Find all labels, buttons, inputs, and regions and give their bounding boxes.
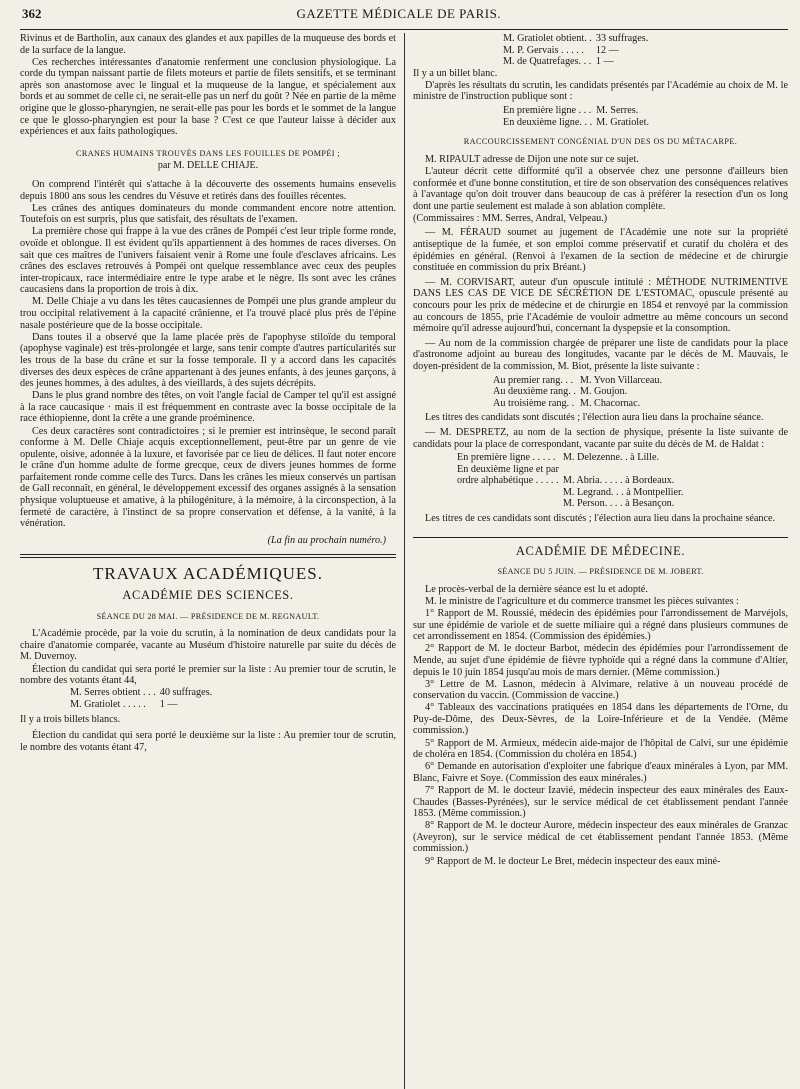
paragraph: M. le ministre de l'agriculture et du commerce transmet les pièces suivantes : [425,595,739,607]
list-row [457,452,687,464]
list-row [493,386,666,398]
paragraph: M. RIPAULT adresse de Dijon une note sur ce sujet. [425,153,639,165]
paragraph: Dans toutes il a observé que la lame placée près de l'apophyse stiloïde du temporal (apophyse vaginale) est très-prolongée et large, sans tenir compte d'autres particularités sur les trous de la base du crâne et sur la fosse temporale. Il y a accord dans les capacités diverses des deux espèces de crâne appartenant à des jeunes enfants, à des jeunes garçons, à des jeunes hommes, à des adultes, à des vieillards, à des sujets décrépits. [20,331,396,390]
paragraph: D'après les résultats du scrutin, les candidats présentés par l'Académie au choix de M. le ministre de l'instruction publique sont : [413,79,788,103]
paragraph: Les crânes des antiques dominateurs du monde commandent encore notre attention. Toutefois on est surpris, plus que satisfait, des résultats de l'examen. [20,202,396,226]
journal-title: GAZETTE MÉDICALE DE PARIS. [296,6,502,21]
list-row [493,375,666,387]
list-row [457,464,687,476]
travaux-title: TRAVAUX ACADÉMIQUES. [92,564,323,584]
columns [20,33,788,1089]
continued-note: (La fin au prochain numéro.) [267,534,386,546]
paragraph: 6° Demande en autorisation d'exploiter une fabrique d'eaux minérales à Lyon, par MM. Blanc, Faivre et Soye. (Commission des eaux minérales.) [413,761,788,784]
rank: En première ligne . . . . . [457,452,556,464]
candidate-list [457,452,687,510]
rank [457,498,563,510]
candidate: M. Abria. . . . . à Bordeaux. [562,475,675,487]
candidate-name: M. Gratiolet obtient. . [503,33,592,44]
rank: En première ligne . . . [503,105,592,117]
candidate [563,464,688,476]
paragraph: L'auteur décrit cette difformité qu'il a observée chez une personne d'ailleurs bien conformée et d'une bonne constitution, et tire de son observation des conséquences relatives à l'avantage qu'on doit trouver dans beaucoup de cas à préférer la resection d'un os long dont une partie seulement est malade à son ablation complète. [413,165,788,212]
paragraph: 3° Lettre de M. Lasnon, médecin à Alvimare, relative à un nouveau procédé de conservation du vaccin. (Commission de vaccine.) [413,678,788,702]
section-heading: CRANES HUMAINS TROUVÉS DANS LES FOUILLES DE POMPÉI ; [75,148,341,158]
rank [457,487,563,499]
vote-table [70,687,216,710]
sciences-title: ACADÉMIE DES SCIENCES. [122,588,294,603]
candidate-list [503,105,653,128]
paragraph: Les titres des candidats sont discutés ; l'élection aura lieu dans la prochaine séance. [425,412,764,424]
paragraph: La première chose qui frappe à la vue des crânes de Pompéi c'est leur triple forme ronde, ovoïde et oblongue. Il est évident qu'ils appartiennent à des hommes de races diverses. On sait que ces maîtres de l'univers faisaient venir à Rome une foule d'esclaves africains. Les crânes des esclaves retrouvés à Pompéi ont quelque ressemblance avec ceux des peuples inter-tropicaux, race intermédiaire entre le type arabe et le nègre. Ils sont avec les crânes caucasiens dans la proportion de trois à dix. [20,226,396,296]
candidate: M. Delezenne. . à Lille. [562,452,660,464]
candidate-votes: 40 suffrages. [159,687,213,699]
paragraph: — M. DESPRETZ, au nom de la section de physique, présente la liste suivante de candidats pour la place de correspondant, vacante par suite du décès de M. de Haldat : [413,426,788,450]
medecine-title: ACADÉMIE DE MÉDECINE. [515,543,686,558]
double-rule [20,554,396,558]
paragraph: Élection du candidat qui sera porté le deuxième sur la liste : Au premier tour de scrutin, le nombre des votants étant 47, [20,729,396,753]
paragraph: Ces recherches intéressantes d'anatomie renferment une conclusion physiologique. La corde du tympan naissant partie de filets moteurs et partie de filets sensitifs, et se terminant après son anastomose avec le lingual et la muqueuse de la langue, et spécialement aux bords et au sommet de celle ci, ne serait-elle pas un nerf du goût ? Née en partie de la même origine que le glosso-pharyngien, ne serait-elle pas pour les bords et le sommet de la langue ce que le glosso-pharyngien est pour la base ? C'est ce que l'auteur laisse à décider aux expériences et aux faits pathologiques. [20,56,396,138]
vote-table [503,33,652,68]
vote-row [503,33,652,45]
candidate-votes: 12 — [595,44,619,56]
paragraph: 4° Tableaux des vaccinations pratiquées en 1854 dans les départements de l'Orne, du Puy-de-Dôme, des Deux-Sèvres, de la Loire-Inférieure et de la Vendée. (Même commission.) [413,702,788,737]
candidate-name: M. P. Gervais . . . . . [503,44,584,56]
page-header [20,8,788,30]
candidate-name: M. Serres obtient . . . [70,687,156,699]
list-row [457,487,687,499]
section-author: par M. DELLE CHIAJE. [157,160,259,172]
vote-row [70,699,216,711]
paragraph: Élection du candidat qui sera porté le premier sur la liste : Au premier tour de scrutin, le nombre des votants étant 44, [20,663,396,687]
candidate-list [493,375,666,410]
paragraph: 7° Rapport de M. le docteur Izavié, médecin inspecteur des eaux minérales des Eaux-Chaudes (Basses-Pyrénées), sur le service médical de cet établissement pendant l'année 1853. (Même commission.) [413,784,788,820]
paragraph: 8° Rapport de M. le docteur Aurore, médecin inspecteur des eaux minérales de Granzac (Aveyron), sur le service médical de cet établissement pendant l'année 1853. (Même commission.) [413,820,788,855]
session-line: SÉANCE DU 28 MAI. — PRÉSIDENCE DE M. REGNAULT. [96,611,320,621]
paragraph: 9° Rapport de M. le docteur Le Bret, médecin inspecteur des eaux miné- [425,855,721,867]
paragraph: Dans le plus grand nombre des têtes, on voit l'angle facial de Camper tel qu'il est assigné à la race caucasique · mais il est fréquemment en contraste avec la bosse occipitale de la race éthiopienne, dont la crête a une grande proéminence. [20,390,396,425]
rank: ordre alphabétique . . . . . [457,475,559,487]
candidate: M. Person. . . . à Besançon. [562,498,675,510]
candidate-votes: 33 suffrages. [595,33,649,44]
rank: En deuxième ligne. . . [503,116,593,128]
candidate-votes: 1 — [595,56,614,68]
candidate-name: M. Gratiolet . . . . . [70,698,146,710]
rank: Au deuxième rang. . [493,386,576,398]
list-row [457,498,687,510]
left-column [20,33,404,1089]
right-column [404,33,788,1089]
rank: Au troisième rang. . [493,397,575,409]
paragraph: Rivinus et de Bartholin, aux canaux des glandes et aux papilles de la muqueuse des bords et de la surface de la langue. [20,33,396,56]
paragraph: — M. CORVISART, auteur d'un opuscule intitulé : MÉTHODE NUTRIMENTIVE DANS LES CAS DE VICE DE SÉCRÉTION DE L'ESTOMAC, opuscule présenté au concours pour les prix de médecine et de chirurgie en 1854 et renvoyé par la commission au concours de 1855, prie l'Académie de vouloir admettre au même concours un second mémoire qu'il adresse aujourd'hui, concernant la dyspepsie et la consomption. [413,276,788,335]
paragraph: — M. FÉRAUD soumet au jugement de l'Académie une note sur la propriété antiseptique de la fumée, et son emploi comme préservatif et curatif du choléra et des épidémies en général. (Renvoi à l'examen de la section de médecine et de chirurgie constituée en commission du prix Bréant.) [413,227,788,274]
paragraph: (Commissaires : MM. Serres, Andral, Velpeau.) [413,212,608,224]
paragraph: On comprend l'intérêt qui s'attache à la découverte des ossements humains ensevelis depuis 1800 ans sous les cendres du Vésuve et retirés dans des fouilles récentes. [20,179,396,202]
divider [413,537,788,538]
candidate: M. Yvon Villarceau. [579,374,662,386]
paragraph: — Au nom de la commission chargée de préparer une liste de candidats pour la place d'astronome adjoint au bureau des longitudes, vacante par le décès de M. Mauvais, le doyen-président de la commission, M. Biot, présente la liste suivante : [413,337,788,372]
paragraph: 1° Rapport de M. Roussié, médecin des épidémies pour l'arrondissement de Marvéjols, sur une épidémie de variole et de suette miliaire qui a régné dans plusieurs communes de cet arrondissement en 1854. (Commission des épidémies.) [413,608,788,643]
paragraph: 2° Rapport de M. le docteur Barbot, médecin des épidémies pour l'arrondissement de Mende, au sujet d'une épidémie de fièvre typhoïde qui a régné dans la commune d'Altier, depuis le 10 juin 1854 jusqu'au mois de mars dernier. (Même commission.) [413,643,788,678]
paragraph: M. Delle Chiaje a vu dans les têtes caucasiennes de Pompéi une plus grande ampleur du trou occipital relativement à la capacité crânienne, et l'a trouvé placé plus près de l'épine nasale postérieure que de la bosse occipitale. [20,296,396,331]
candidate-votes: 1 — [159,698,178,710]
vote-row [503,45,652,57]
candidate-name: M. de Quatrefages. . . [503,56,592,68]
vote-row [70,687,216,699]
list-row [503,117,653,129]
section-heading: RACCOURCISSEMENT CONGÉNIAL D'UN DES OS DU MÉTACARPE. [463,137,738,147]
list-row [503,105,653,117]
candidate: M. Serres. [596,105,639,117]
candidate: M. Legrand. . . à Montpellier. [562,486,684,498]
paragraph: Ces deux caractères sont contradictoires ; si le premier est intrinsèque, le second paraît conforme à M. Delle Chiaje acquis exceptionnellement, peut-être par un genre de vie opulente, oisive, adonnée à la luxure, et favorisée par ce lieu de délices. Il faut noter encore le crâne d'un homme adulte de forme grecque, ceux de divers jeunes hommes de forme parfaitement ronde comme celle des Turcs. Dans les crânes les mieux conservés un partisan de Gall reconnaît, en général, le développement excessif des organes assignés à la sensation physique voluptueuse et amative, à la philogéniture, à la mémoire, à la circonspection, à la fermeté de caractère, à l'instinct de sa propre conservation et défense, à la vanité, à la vénération. [20,425,396,530]
paragraph: 5° Rapport de M. Armieux, médecin aide-major de l'hôpital de Calvi, sur une épidémie de choléra en 1854. (Commission du choléra en 1854.) [413,737,788,761]
page-number: 362 [22,6,42,21]
paragraph: L'Académie procède, par la voie du scrutin, à la nomination de deux candidats pour la chaire d'anatomie comparée, vacante au Muséum d'histoire naturelle par suite du décès de M. Duvernoy. [20,628,396,663]
candidate: M. Goujon. [579,386,628,398]
list-row [493,398,666,410]
list-row [457,475,687,487]
candidate: M. Gratiolet. [596,116,650,128]
rank: En deuxième ligne et par [457,463,559,475]
candidate: M. Chacornac. [579,397,641,409]
vote-row [503,56,652,68]
paragraph: Les titres de ces candidats sont discutés ; l'élection aura lieu dans la prochaine séance. [425,513,776,525]
paragraph: Le procès-verbal de la dernière séance est lu et adopté. [425,583,648,595]
rank: Au premier rang. . . [493,374,574,386]
session-line: SÉANCE DU 5 JUIN. — PRÉSIDENCE DE M. JOBERT. [497,567,704,577]
paragraph: Il y a trois billets blancs. [20,714,121,726]
paragraph: Il y a un billet blanc. [413,67,498,79]
